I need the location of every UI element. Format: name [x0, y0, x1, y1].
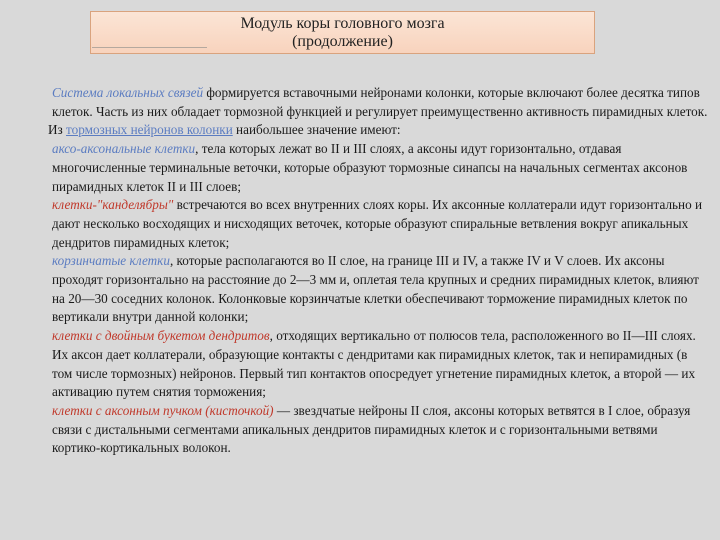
term-double-bouquet-cells: клетки с двойным букетом дендритов — [52, 328, 270, 344]
paragraph-text: , которые располагаются во II слое, на границе III и IV, а также IV и V слоев. Их аксоны проходят горизонтально на расстояние до 2—3 мм и, оплетая тела крупных и средних пирамидных клеток, влияют на 20—30 соседних колонок. Колонковые корзинчатые клетки обеспечивают торможение пирамидных клеток по вертикали внутри данной колонки; — [52, 253, 699, 325]
paragraph-basket — [24, 252, 708, 327]
paragraph-text: , отходящих вертикально от полюсов тела, расположенного во II—III слоях. Их аксон дает коллатерали, образующие контакты с дендритами как пирамидных клеток, так и непирамидных (в том числе тормозных) нейронов. Первый тип контактов опосредует угнетение пирамидных клеток, а второй — их активацию путем снятия торможения; — [52, 328, 696, 400]
paragraph-axon-bundle — [24, 402, 708, 458]
paragraph-inhibitory-intro — [24, 121, 708, 140]
slide-subtitle: (продолжение) — [292, 33, 393, 50]
paragraph-text: , тела которых лежат во II и III слоях, а аксоны идут горизонтально, отдавая многочисленные терминальные веточки, которые образуют тормозные синапсы на начальных сегментах аксонов пирамидных клеток II и III слоев; — [52, 141, 688, 194]
paragraph-text: формируется вставочными нейронами колонки, которые включают более десятка типов клеток. Часть из них обладает тормозной функцией и регулирует преимущественно активность пирамидных клеток. — [52, 85, 708, 119]
paragraph-text: встречаются во всех внутренних слоях коры. Их аксонные коллатерали идут горизонтально и дают несколько восходящих и нисходящих веточек, которые образуют спиральные ветвления вокруг апикальных дендритов пирамидных клеток; — [52, 197, 703, 250]
title-decoration-line — [92, 47, 207, 48]
slide-title: Модуль коры головного мозга — [240, 15, 445, 32]
paragraph-local-connections — [24, 84, 708, 121]
term-chandelier-cells: клетки-"канделябры" — [52, 197, 174, 213]
paragraph-text: — звездчатые нейроны II слоя, аксоны которых ветвятся в I слое, образуя связи с дистальными сегментами апикальных дендритов пирамидных клеток и с горизонтальными ветвями кортико-кортикальных волокон. — [52, 402, 691, 456]
term-local-connections: Система локальных связей — [52, 85, 204, 100]
term-inhibitory-neurons: тормозных нейронов колонки — [66, 122, 233, 138]
term-axon-bundle-cells: клетки с аксонным пучком (кисточкой) — [52, 402, 274, 418]
term-axo-axonal-cells: аксо-аксональные клетки — [52, 141, 196, 157]
paragraph-lead: Из — [48, 122, 67, 138]
slide-body — [24, 84, 708, 458]
paragraph-chandelier — [24, 196, 708, 252]
paragraph-axo-axonal — [24, 140, 708, 196]
term-basket-cells: корзинчатые клетки — [52, 253, 170, 269]
paragraph-double-bouquet — [24, 327, 708, 402]
paragraph-text: наибольшее значение имеют: — [232, 122, 401, 138]
